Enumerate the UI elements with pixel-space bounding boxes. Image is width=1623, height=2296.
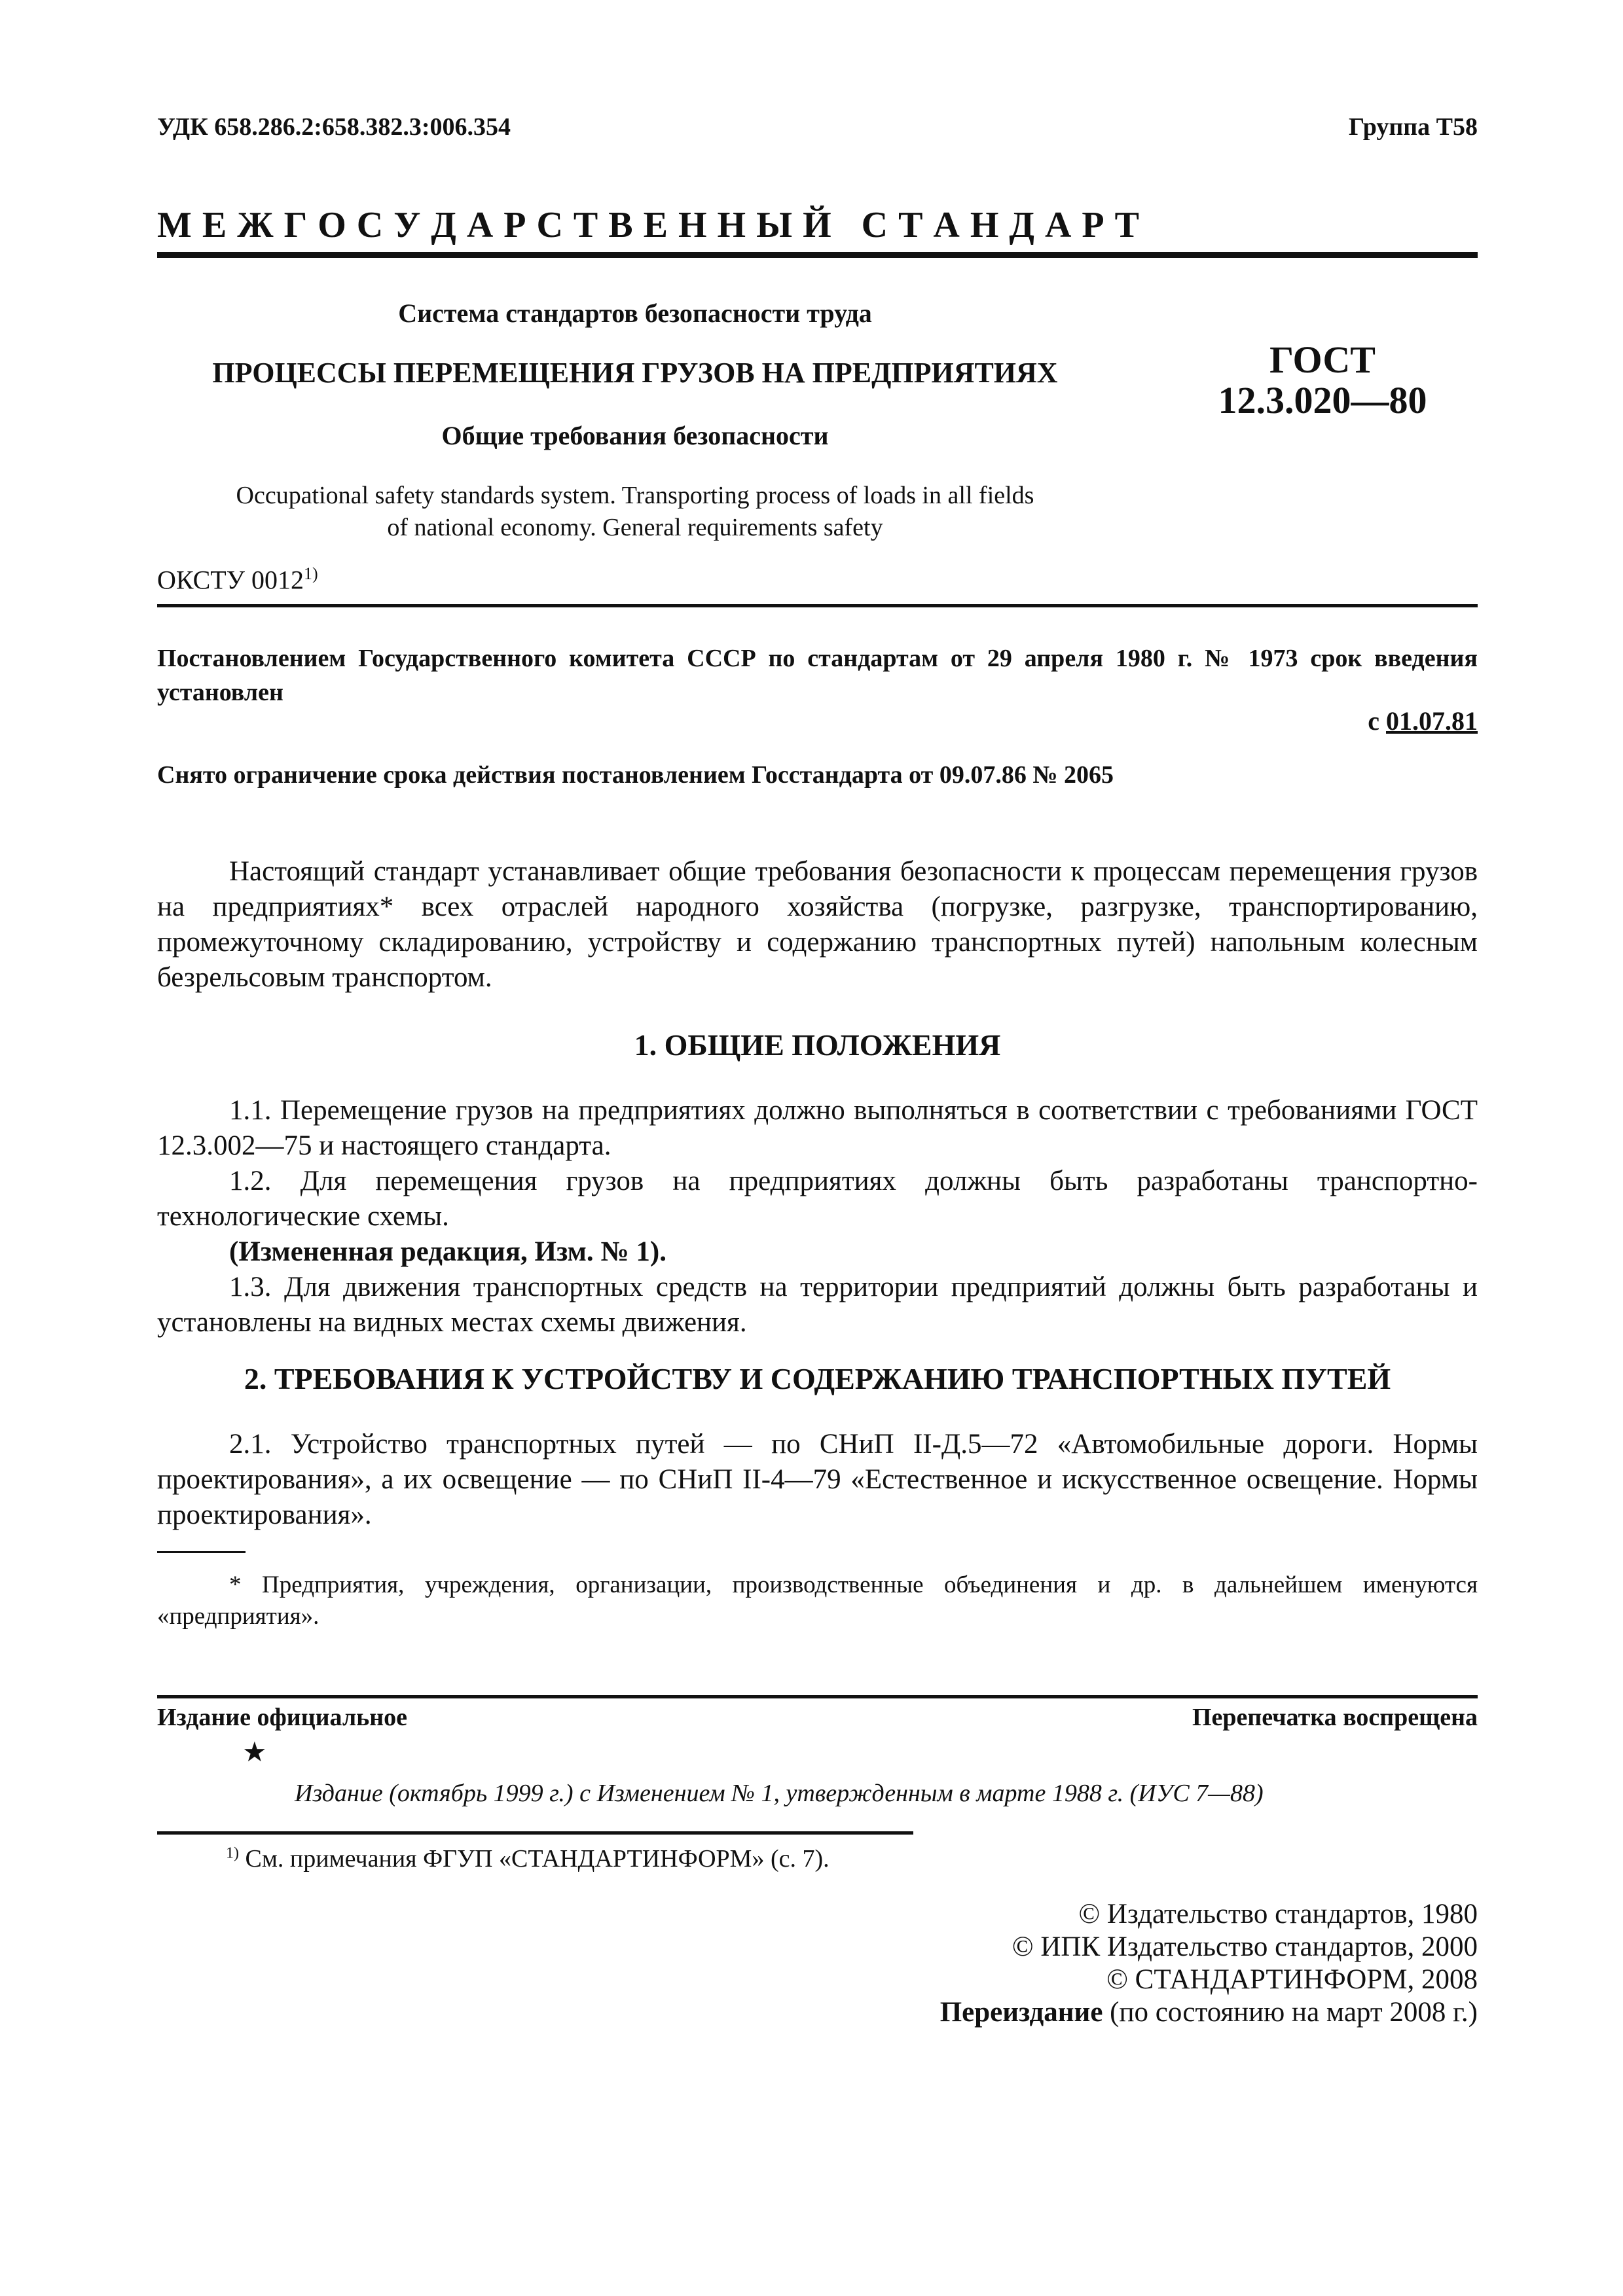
edition-note: Издание (октябрь 1999 г.) с Изменением № 1, утвержденным в марте 1988 г. (ИУС 7—88) [295, 1780, 1264, 1807]
amendment-note: (Измененная редакция, Изм. № 1). [229, 1236, 666, 1267]
okstu-code [157, 564, 318, 595]
standard-banner: М Е Ж Г О С У Д А Р С Т В Е Н Н Ы Й С Т А Н Д А Р Т [157, 205, 1140, 245]
publisher-note-text: См. примечания ФГУП «СТАНДАРТИНФОРМ» (с. 7). [239, 1845, 830, 1873]
banner-rule [157, 252, 1478, 258]
publisher-note [226, 1844, 830, 1873]
effective-date [1368, 706, 1478, 736]
copyright-2000: © ИПК Издательство стандартов, 2000 [1012, 1931, 1478, 1962]
reissue-line [940, 1996, 1478, 2029]
footer-rule [157, 1695, 1478, 1698]
decree-text: Постановлением Государственного комитета СССР по стандартам от 29 апреля 1980 г. № 1973 срок введения установлен [157, 645, 1478, 706]
standards-system: Система стандартов безопасности труда [398, 298, 872, 328]
reissue-date: (по состоянию на март 2008 г.) [1103, 1997, 1478, 2028]
intro-paragraph: Настоящий стандарт устанавливает общие требования безопасности к процессам перемещения грузов на предприятиях* всех отраслей народного хозяйства (погрузке, разгрузке, транспортированию, промежуточному складированию, устройству и содержанию транспортных путей) напольным колесным безрельсовым транспортом. [157, 856, 1478, 993]
clause-1-3: 1.3. Для движения транспортных средств на территории предприятий должны быть разработаны и установлены на видных местах схемы движения. [157, 1272, 1478, 1338]
english-title-line-2: of national economy. General requirements safety [387, 514, 883, 541]
copyright-2008: © СТАНДАРТИНФОРМ, 2008 [1106, 1964, 1478, 1995]
official-edition: Издание официальное [157, 1704, 408, 1731]
gost-number: 12.3.020—80 [1218, 379, 1427, 422]
effective-date-value: 01.07.81 [1386, 706, 1478, 736]
section-1-heading: 1. ОБЩИЕ ПОЛОЖЕНИЯ [634, 1028, 1001, 1062]
title-block-rule [157, 604, 1478, 607]
okstu-code-text: ОКСТУ 0012 [157, 565, 304, 595]
reprint-prohibited: Перепечатка воспрещена [1192, 1704, 1478, 1731]
effective-date-prefix: с [1368, 706, 1386, 736]
udk-code: УДК 658.286.2:658.382.3:006.354 [157, 113, 511, 141]
gost-label: ГОСТ [1269, 338, 1376, 381]
document-title: ПРОЦЕССЫ ПЕРЕМЕЩЕНИЯ ГРУЗОВ НА ПРЕДПРИЯТИЯХ [212, 357, 1058, 389]
copyright-1980: © Издательство стандартов, 1980 [1078, 1899, 1478, 1929]
footnote-text: * Предприятия, учреждения, организации, производственные объединения и др. в дальнейшем именуются «предприятия». [157, 1571, 1478, 1630]
section-2-heading: 2. ТРЕБОВАНИЯ К УСТРОЙСТВУ И СОДЕРЖАНИЮ ТРАНСПОРТНЫХ ПУТЕЙ [244, 1362, 1391, 1395]
clause-2-1: 2.1. Устройство транспортных путей — по СНиП II-Д.5—72 «Автомобильные дороги. Нормы проектирования», а их освещение — по СНиП II-4—79 «Естественное и искусственное освещение. Нормы проектирования». [157, 1429, 1478, 1530]
group-code: Группа Т58 [1348, 113, 1478, 141]
english-title-line-1: Occupational safety standards system. Transporting process of loads in all fields [236, 482, 1034, 509]
note-rule [157, 1831, 913, 1835]
okstu-footnote-mark: 1) [304, 564, 318, 583]
copyright-block [940, 1898, 1478, 2029]
star-icon: ★ [242, 1738, 267, 1768]
restriction-note: Снято ограничение срока действия постановлением Госстандарта от 09.07.86 № 2065 [157, 761, 1114, 789]
document-subtitle: Общие требования безопасности [441, 421, 829, 450]
reissue-label: Переиздание [939, 1997, 1103, 2028]
clause-1-1: 1.1. Перемещение грузов на предприятиях должно выполняться в соответствии с требованиями ГОСТ 12.3.002—75 и настоящего стандарта. [157, 1095, 1478, 1161]
footnote-separator [157, 1551, 246, 1553]
clause-1-2: 1.2. Для перемещения грузов на предприятиях должны быть разработаны транспортно-технологические схемы. [157, 1166, 1478, 1232]
publisher-note-mark: 1) [226, 1844, 239, 1862]
